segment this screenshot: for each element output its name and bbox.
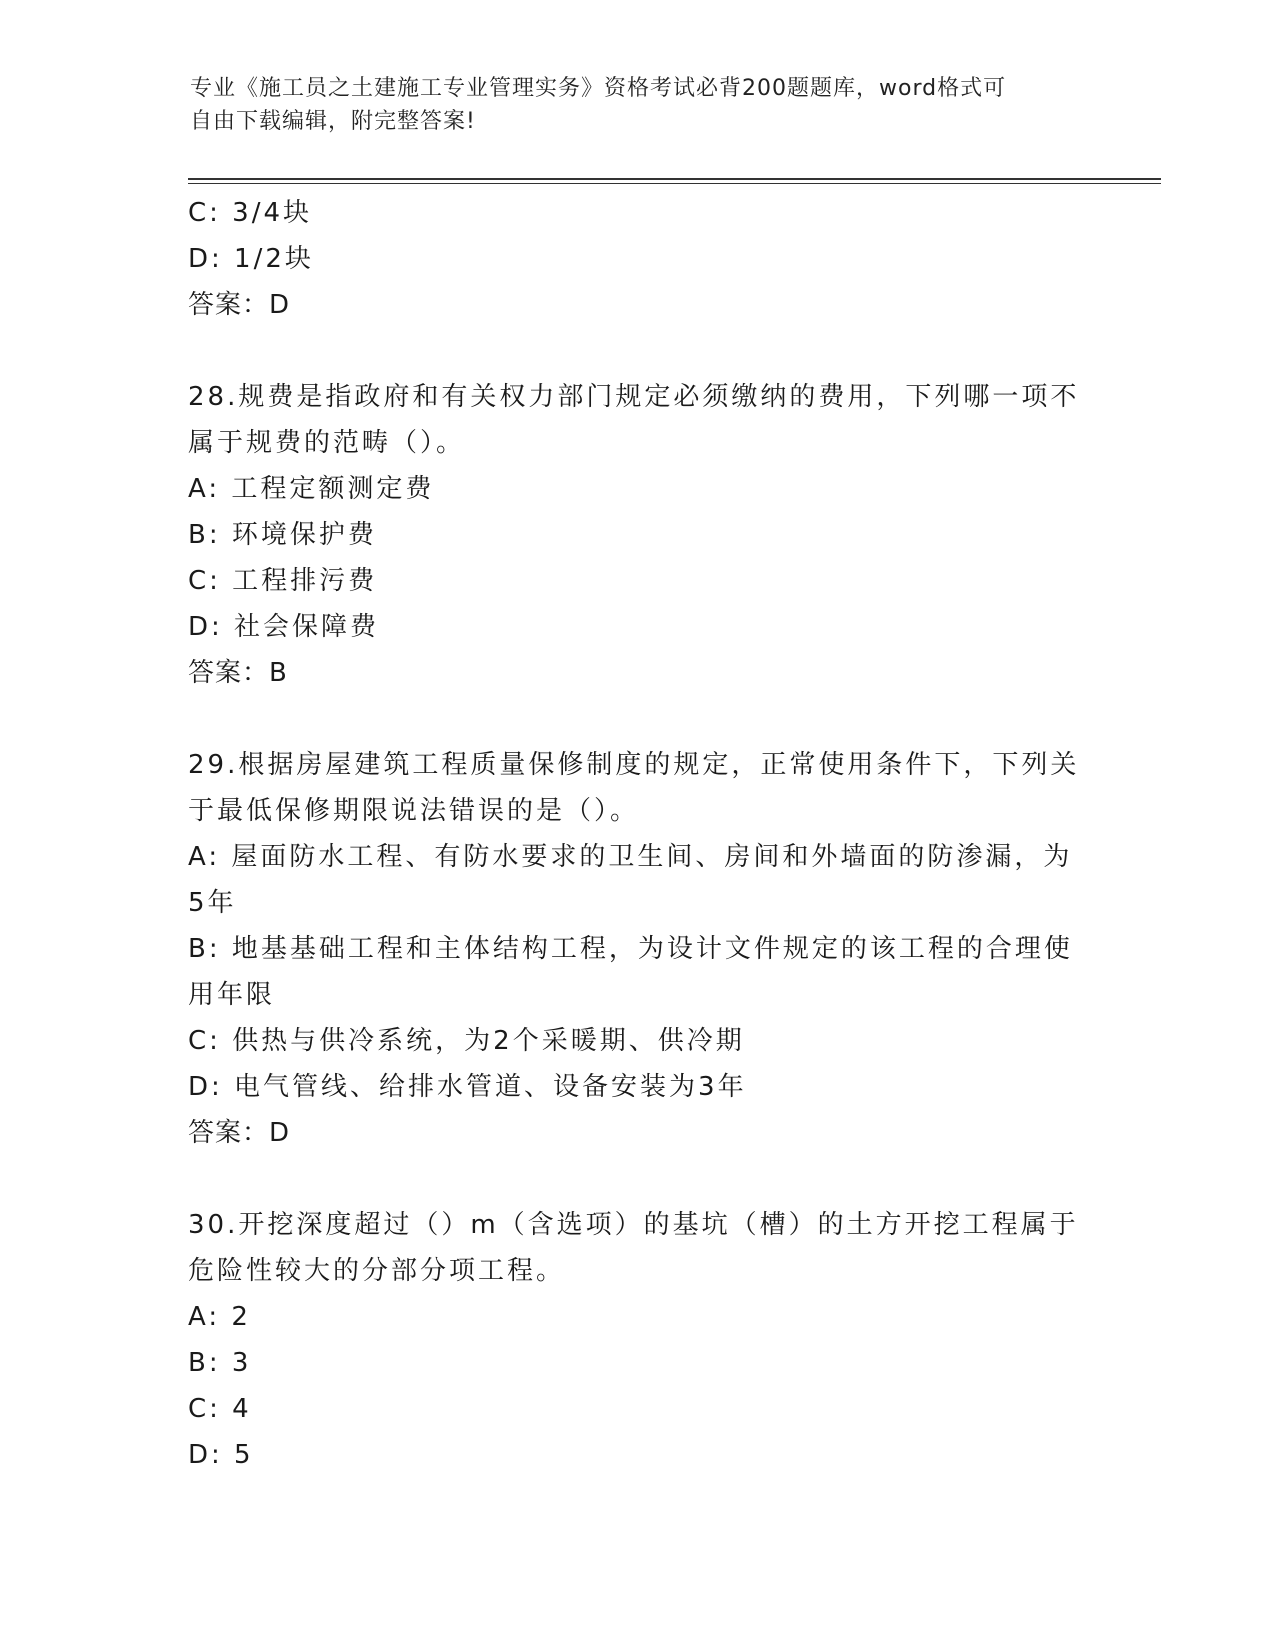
option-a: A: 屋面防水工程、有防水要求的卫生间、房间和外墙面的防渗漏，为 <box>188 842 1073 872</box>
option-c: C: 3/4块 <box>188 198 313 228</box>
option-c: C: 供热与供冷系统，为2个采暖期、供冷期 <box>188 1026 745 1056</box>
question-stem-continued: 属于规费的范畴（）。 <box>188 428 466 458</box>
answer-line: 答案：B <box>188 658 288 688</box>
option-d: D: 1/2块 <box>188 244 314 274</box>
option-b: B: 地基基础工程和主体结构工程，为设计文件规定的该工程的合理使 <box>188 934 1073 964</box>
spacer <box>188 696 1088 742</box>
option-d: D: 社会保障费 <box>188 612 380 642</box>
header-divider <box>188 178 1161 184</box>
question-28 <box>188 374 1088 696</box>
answer-line: 答案：D <box>188 1118 291 1148</box>
spacer <box>188 1156 1088 1202</box>
option-b: B: 3 <box>188 1348 252 1378</box>
document-body <box>188 190 1088 1478</box>
answer-line: 答案：D <box>188 290 291 320</box>
question-stem: 28.规费是指政府和有关权力部门规定必须缴纳的费用，下列哪一项不 <box>188 382 1080 412</box>
option-a: A: 工程定额测定费 <box>188 474 435 504</box>
question-30 <box>188 1202 1088 1478</box>
option-d: D: 5 <box>188 1440 254 1470</box>
question-stem-continued: 危险性较大的分部分项工程。 <box>188 1256 566 1286</box>
header-line-2: 自由下载编辑，附完整答案! <box>190 109 476 134</box>
spacer <box>188 328 1088 374</box>
option-a: A: 2 <box>188 1302 251 1332</box>
question-27-tail <box>188 190 1088 328</box>
option-d: D: 电气管线、给排水管道、设备安装为3年 <box>188 1072 747 1102</box>
question-29 <box>188 742 1088 1156</box>
option-b: B: 环境保护费 <box>188 520 377 550</box>
option-c: C: 4 <box>188 1394 252 1424</box>
header-line-1: 专业《施工员之土建施工专业管理实务》资格考试必背200题题库，word格式可 <box>190 76 1007 101</box>
option-c: C: 工程排污费 <box>188 566 378 596</box>
option-b-continued: 用年限 <box>188 980 276 1010</box>
question-stem: 30.开挖深度超过（）m（含选项）的基坑（槽）的土方开挖工程属于 <box>188 1210 1079 1240</box>
question-stem-continued: 于最低保修期限说法错误的是（）。 <box>188 796 640 826</box>
question-stem: 29.根据房屋建筑工程质量保修制度的规定，正常使用条件下，下列关 <box>188 750 1080 780</box>
option-a-continued: 5年 <box>188 888 237 918</box>
page-header <box>190 72 1090 138</box>
